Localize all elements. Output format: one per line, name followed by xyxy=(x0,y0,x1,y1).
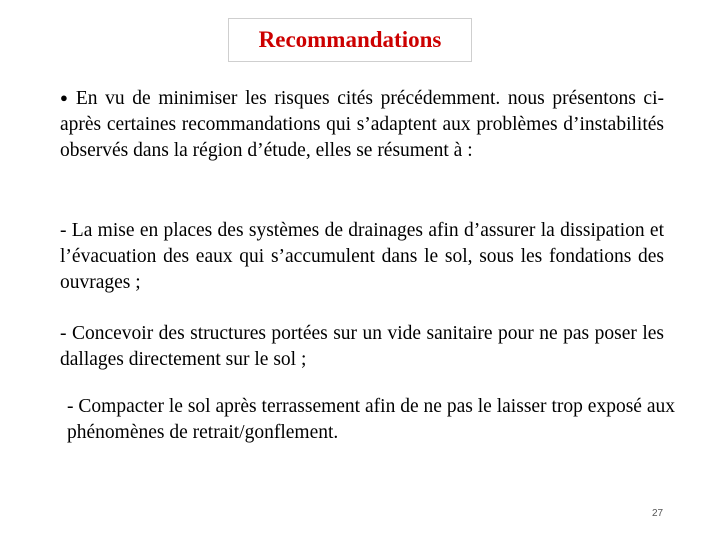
recommendation-compactage: - Compacter le sol après terrassement afin de ne pas le laisser trop exposé aux phénomènes de retrait/gonflement. xyxy=(67,396,675,443)
title-box xyxy=(228,18,472,62)
recommendation-drainage: - La mise en places des systèmes de drainages afin d’assurer la dissipation et l’évacuation des eaux qui s’accumulent dans le sol, sous les fondations des ouvrages ; xyxy=(60,220,664,293)
intro-text: En vu de minimiser les risques cités précédemment. nous présentons ci-après certaines recommandations qui s’adaptent aux problèmes d’instabilités observés dans la région d’étude, elles se résument à : xyxy=(60,88,664,161)
intro-paragraph xyxy=(60,85,664,164)
recommendation-vide-sanitaire: - Concevoir des structures portées sur un vide sanitaire pour ne pas poser les dallages directement sur le sol ; xyxy=(60,323,664,370)
bullet-icon: ● xyxy=(60,90,68,105)
slide-title: Recommandations xyxy=(258,27,442,52)
page-number: 27 xyxy=(652,508,664,519)
